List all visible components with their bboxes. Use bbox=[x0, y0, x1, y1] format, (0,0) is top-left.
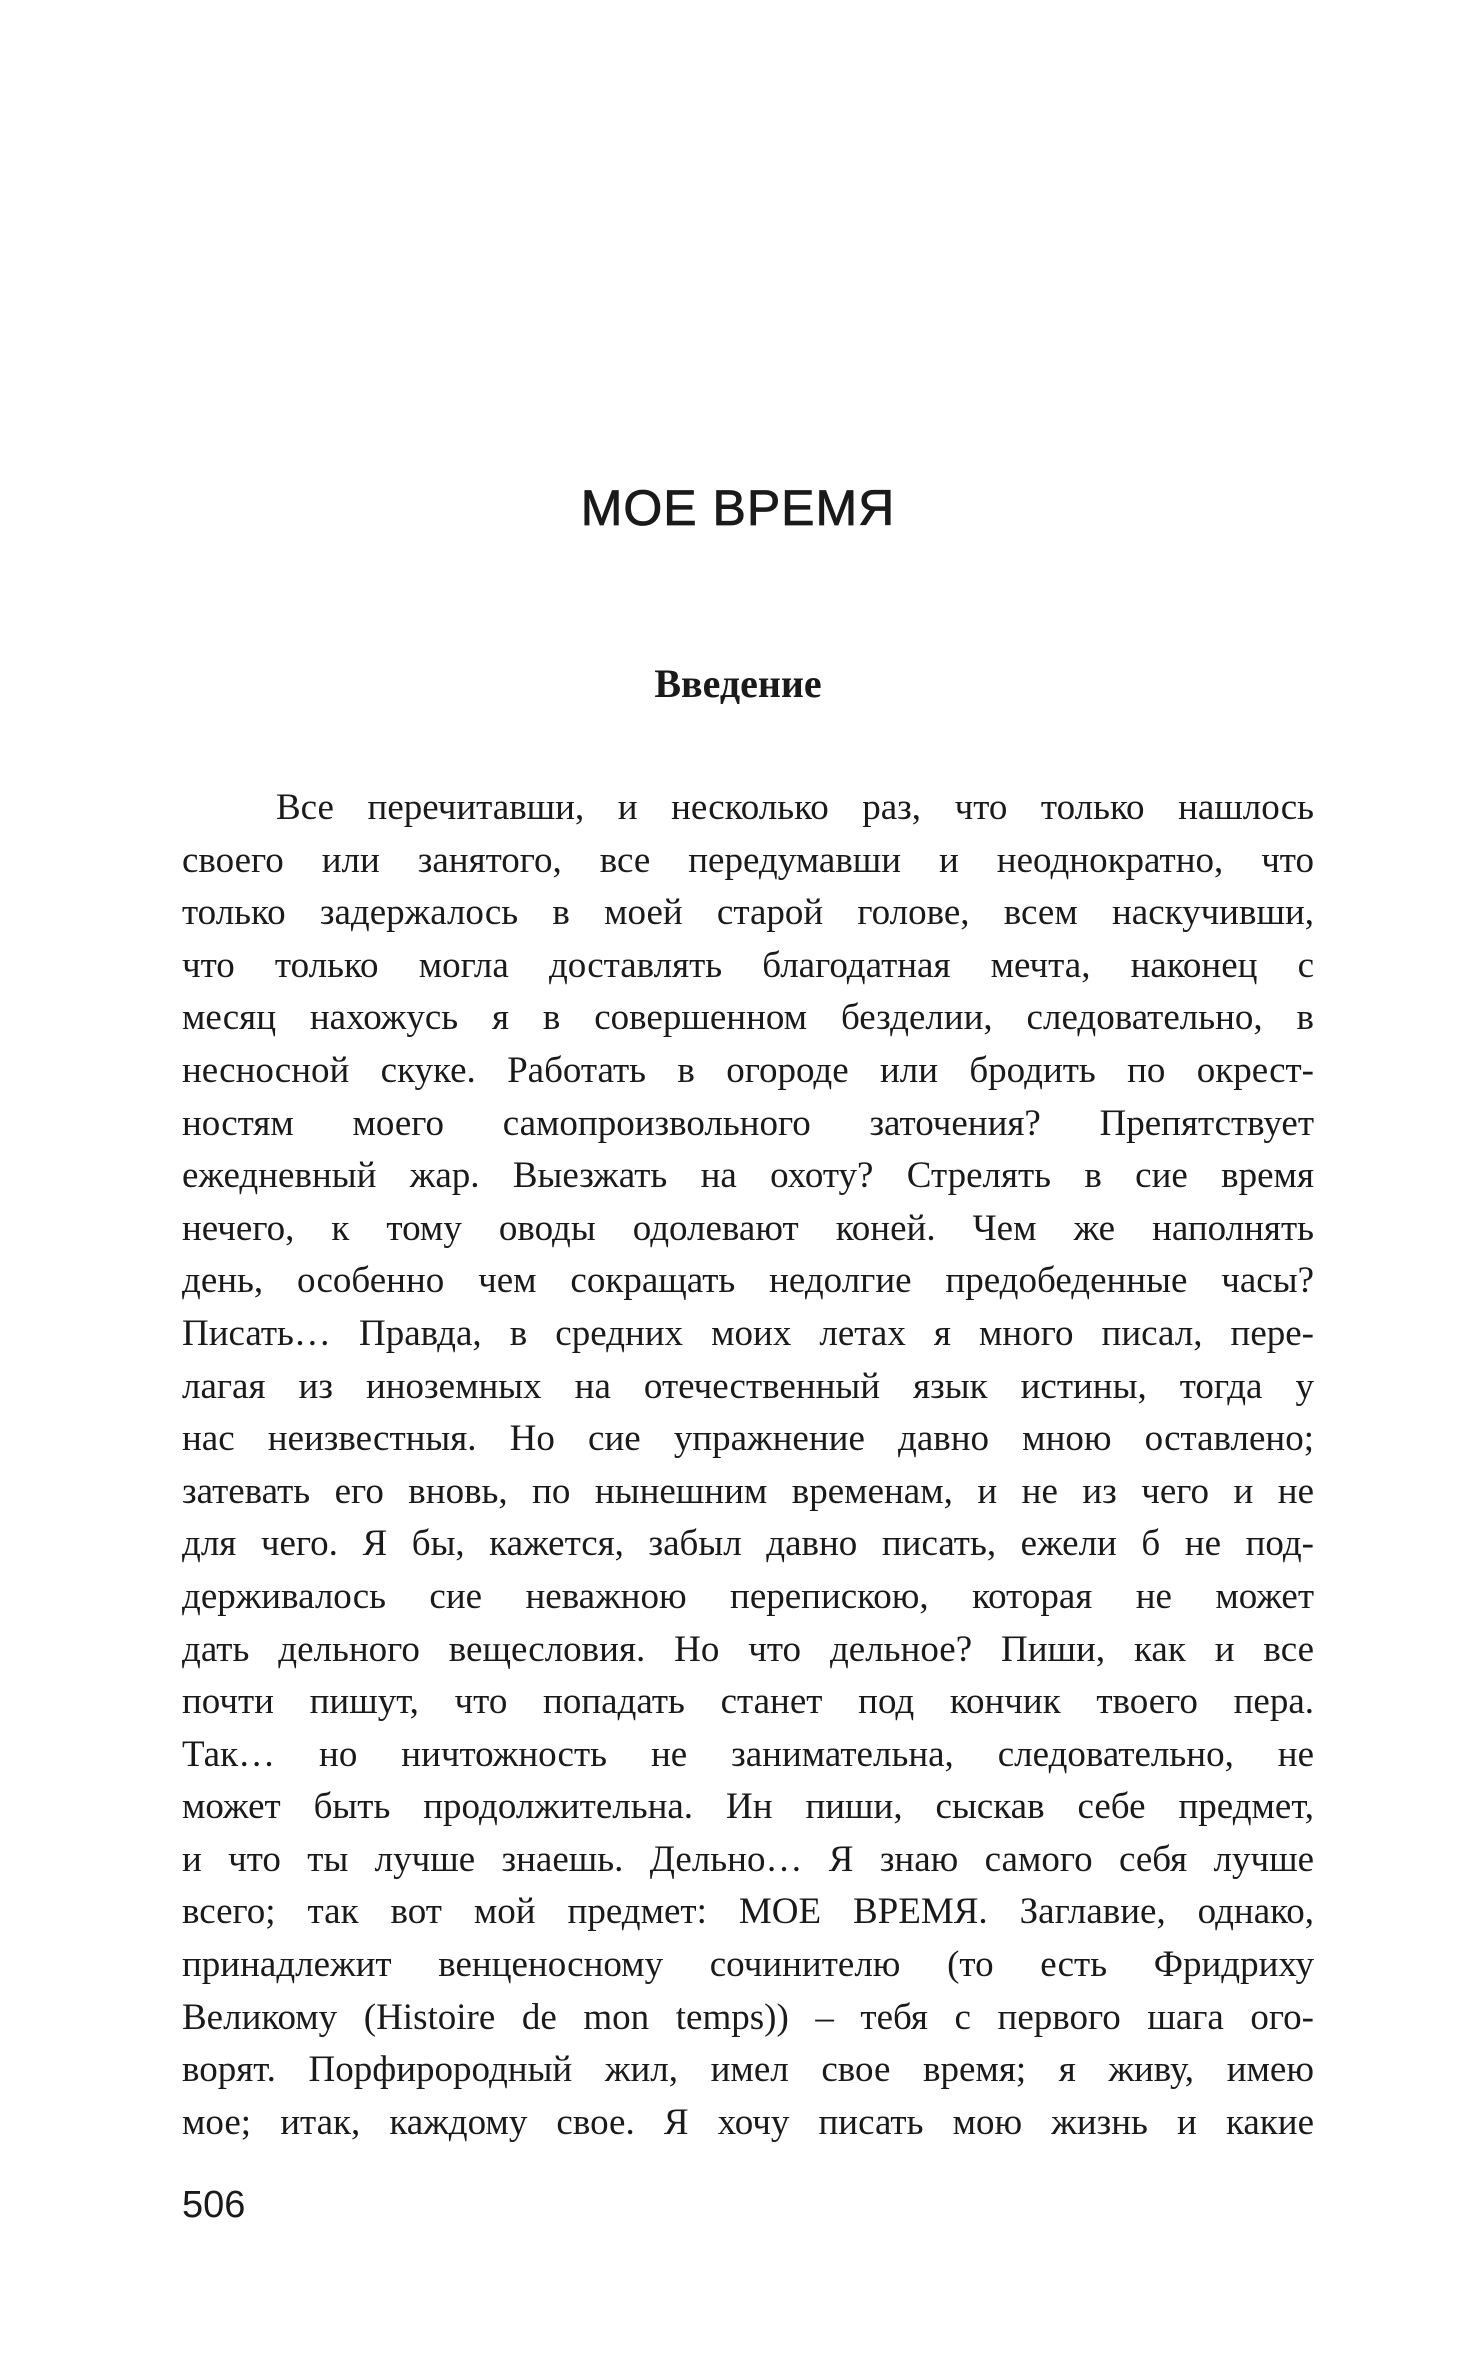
body-paragraph bbox=[182, 782, 1314, 2149]
text-line: и что ты лучше знаешь. Дельно… Я знаю самого себя лучше bbox=[182, 1838, 1314, 1880]
text-line: держивалось сие неважною перепискою, которая не может bbox=[182, 1575, 1314, 1617]
text-line: нечего, к тому оводы одолевают коней. Чем же наполнять bbox=[182, 1207, 1314, 1249]
text-line: почти пишут, что попадать станет под кончик твоего пера. bbox=[182, 1681, 1314, 1723]
text-line: принадлежит венценосному сочинителю (то есть Фридриху bbox=[182, 1944, 1314, 1986]
text-line: Писать… Правда, в средних моих летах я много писал, пере- bbox=[182, 1312, 1314, 1354]
text-line: затевать его вновь, по нынешним временам, и не из чего и не bbox=[182, 1470, 1314, 1512]
text-line: мое; итак, каждому свое. Я хочу писать мою жизнь и какие bbox=[182, 2101, 1314, 2143]
text-line: месяц нахожусь я в совершенном безделии, следовательно, в bbox=[182, 997, 1314, 1039]
text-line: для чего. Я бы, кажется, забыл давно писать, ежели б не под- bbox=[182, 1523, 1314, 1565]
text-line: ворят. Порфирородный жил, имел свое время; я живу, имею bbox=[182, 2049, 1314, 2091]
text-line: нас неизвестныя. Но сие упражнение давно мною оставлено; bbox=[182, 1418, 1314, 1460]
text-line: Великому (Histoire de mon temps)) – тебя с первого шага ого- bbox=[182, 1996, 1314, 2038]
text-line: всего; так вот мой предмет: МОЕ ВРЕМЯ. Заглавие, однако, bbox=[182, 1891, 1314, 1933]
chapter-title: МОЕ ВРЕМЯ bbox=[580, 480, 896, 536]
text-line: что только могла доставлять благодатная мечта, наконец с bbox=[182, 944, 1314, 986]
text-line: ностям моего самопроизвольного заточения? Препятствует bbox=[182, 1102, 1314, 1144]
text-line: несносной скуке. Работать в огороде или бродить по окрест- bbox=[182, 1049, 1314, 1091]
text-line: Так… но ничтожность не занимательна, следовательно, не bbox=[182, 1733, 1314, 1775]
text-line: своего или занятого, все передумавши и неоднократно, что bbox=[182, 839, 1314, 881]
section-heading: Введение bbox=[654, 661, 822, 706]
text-line: лагая из иноземных на отечественный язык истины, тогда у bbox=[182, 1365, 1314, 1407]
text-line: может быть продолжительна. Ин пиши, сыскав себе предмет, bbox=[182, 1786, 1314, 1828]
text-line: Все перечитавши, и несколько раз, что только нашлось bbox=[276, 787, 1314, 828]
text-line: ежедневный жар. Выезжать на охоту? Стрелять в сие время bbox=[182, 1155, 1314, 1197]
text-line: дать дельного вещесловия. Но что дельное? Пиши, как и все bbox=[182, 1628, 1314, 1670]
page-number: 506 bbox=[182, 2184, 246, 2226]
text-line: день, особенно чем сокращать недолгие предобеденные часы? bbox=[182, 1260, 1314, 1302]
text-line: только задержалось в моей старой голове, всем наскучивши, bbox=[182, 892, 1314, 934]
